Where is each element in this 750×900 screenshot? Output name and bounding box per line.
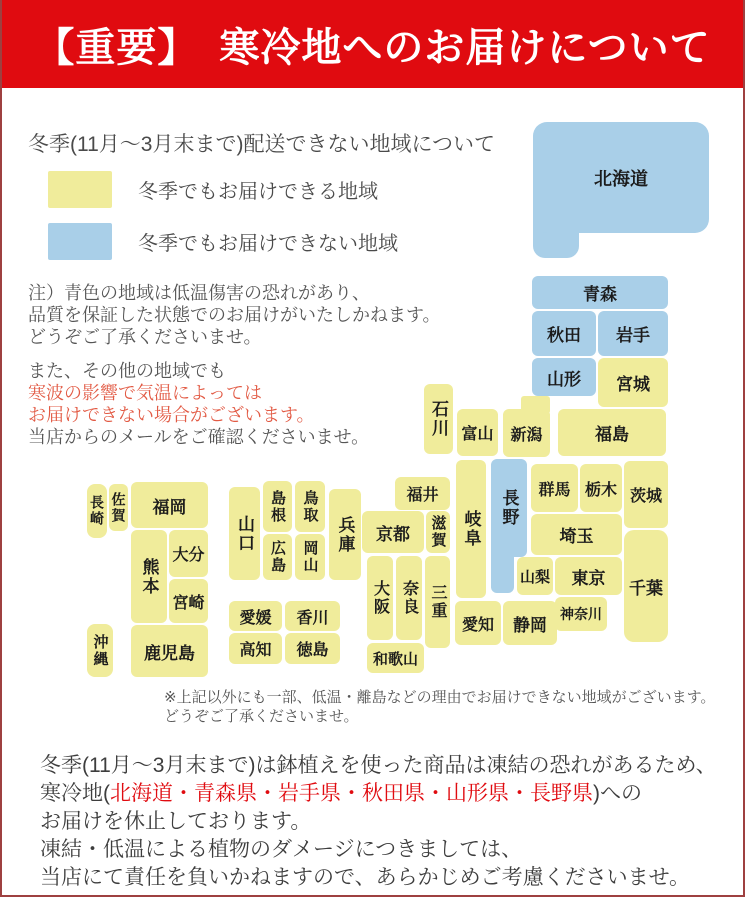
footer-line: 当店にて責任を負いかねますので、あらかじめご考慮くださいませ。	[40, 866, 690, 889]
region-miyazaki: 宮崎	[169, 579, 208, 623]
region-ishikawa: 石川	[424, 384, 453, 454]
footer-line: 凍結・低温による植物のダメージにつきましては、	[40, 838, 523, 861]
region-hokkaido-foot	[533, 180, 579, 258]
region-hyogo: 兵庫	[329, 489, 361, 580]
region-ibaraki: 茨城	[624, 461, 668, 528]
region-nagano-lower	[491, 545, 514, 593]
legend-item-not-deliverable	[48, 222, 398, 260]
region-toyama: 富山	[457, 409, 498, 456]
region-nagano: 長野	[491, 459, 527, 557]
footer-notice	[40, 752, 717, 892]
region-aichi: 愛知	[455, 601, 501, 645]
region-aomori: 青森	[532, 276, 668, 309]
region-kyoto: 京都	[362, 511, 424, 553]
region-tochigi: 栃木	[580, 464, 622, 512]
region-fukuoka: 福岡	[131, 482, 208, 528]
region-kagoshima: 鹿児島	[131, 625, 208, 677]
legend-label: 冬季でもお届けできない地域	[138, 232, 398, 255]
note-line: 品質を保証した状態でのお届けがいたしかねます。	[28, 305, 441, 325]
region-chiba: 千葉	[624, 530, 668, 642]
map-footnote	[164, 688, 715, 726]
region-nagasaki: 長崎	[87, 484, 107, 538]
region-yamagata: 山形	[532, 358, 596, 396]
region-akita: 秋田	[532, 311, 596, 356]
region-gunma: 群馬	[531, 464, 578, 512]
not-deliverable-swatch	[48, 223, 112, 260]
region-tokyo: 東京	[555, 557, 622, 595]
note-paragraph-other-regions	[28, 360, 369, 448]
region-okinawa: 沖縄	[87, 624, 113, 677]
note-line: お届けできない場合がございます。	[28, 405, 315, 425]
region-mie: 三重	[425, 556, 450, 648]
footer-line: 冬季(11月〜3月末まで)は鉢植えを使った商品は凍結の恐れがあるため、	[40, 754, 717, 777]
region-fukui: 福井	[395, 477, 450, 510]
region-wakayama: 和歌山	[367, 643, 424, 673]
region-gifu: 岐阜	[456, 460, 486, 598]
footer-line	[40, 780, 717, 808]
region-shimane: 島根	[263, 481, 292, 532]
deliverable-swatch	[48, 171, 112, 208]
footer-text: )への	[593, 782, 642, 805]
region-osaka: 大阪	[367, 556, 393, 640]
note-line: 当店からのメールをご確認くださいませ。	[28, 427, 370, 447]
region-kumamoto: 熊本	[131, 530, 167, 623]
region-kagawa: 香川	[285, 601, 340, 631]
note-line: どうぞご了承くださいませ。	[28, 327, 262, 347]
region-hiroshima: 広島	[263, 534, 292, 580]
region-ehime: 愛媛	[229, 601, 282, 631]
region-fukushima: 福島	[558, 409, 666, 456]
region-nara: 奈良	[396, 556, 422, 640]
legend-title: 冬季(11月〜3月末まで)配送できない地域について	[28, 133, 496, 156]
footnote-line: ※上記以外にも一部、低温・離島などの理由でお届けできない地域がございます。	[164, 689, 716, 706]
footer-line: お届けを休止しております。	[40, 810, 312, 833]
note-line: 寒波の影響で気温によっては	[28, 383, 262, 403]
region-kanagawa: 神奈川	[555, 597, 607, 631]
region-miyagi: 宮城	[598, 358, 668, 407]
region-tottori: 鳥取	[295, 481, 325, 532]
region-yamanashi: 山梨	[517, 557, 553, 595]
region-yamaguchi: 山口	[229, 487, 260, 580]
note-paragraph-blue-regions	[28, 282, 441, 348]
region-okayama: 岡山	[295, 534, 325, 580]
note-line: また、その他の地域でも	[28, 361, 226, 381]
region-niigata-stub	[521, 396, 550, 414]
legend-item-deliverable	[48, 170, 378, 208]
note-line: 注）青色の地域は低温傷害の恐れがあり、	[28, 283, 370, 303]
important-notice-banner: 【重要】 寒冷地へのお届けについて	[0, 0, 745, 88]
region-shiga: 滋賀	[426, 511, 450, 553]
region-shizuoka: 静岡	[503, 601, 557, 645]
footer-text: 寒冷地(	[40, 782, 110, 805]
region-saga: 佐賀	[109, 484, 128, 531]
region-saitama: 埼玉	[531, 514, 622, 555]
region-iwate: 岩手	[598, 311, 668, 356]
region-oita: 大分	[169, 530, 208, 577]
footnote-line: どうぞご了承くださいませ。	[164, 708, 359, 725]
region-niigata: 新潟	[503, 409, 550, 457]
region-tokushima: 徳島	[285, 633, 340, 664]
cold-region-list: 北海道・青森県・岩手県・秋田県・山形県・長野県	[110, 782, 593, 805]
legend-label: 冬季でもお届けできる地域	[138, 180, 378, 203]
region-kochi: 高知	[229, 633, 282, 664]
region-hokkaido: 北海道	[533, 122, 709, 233]
